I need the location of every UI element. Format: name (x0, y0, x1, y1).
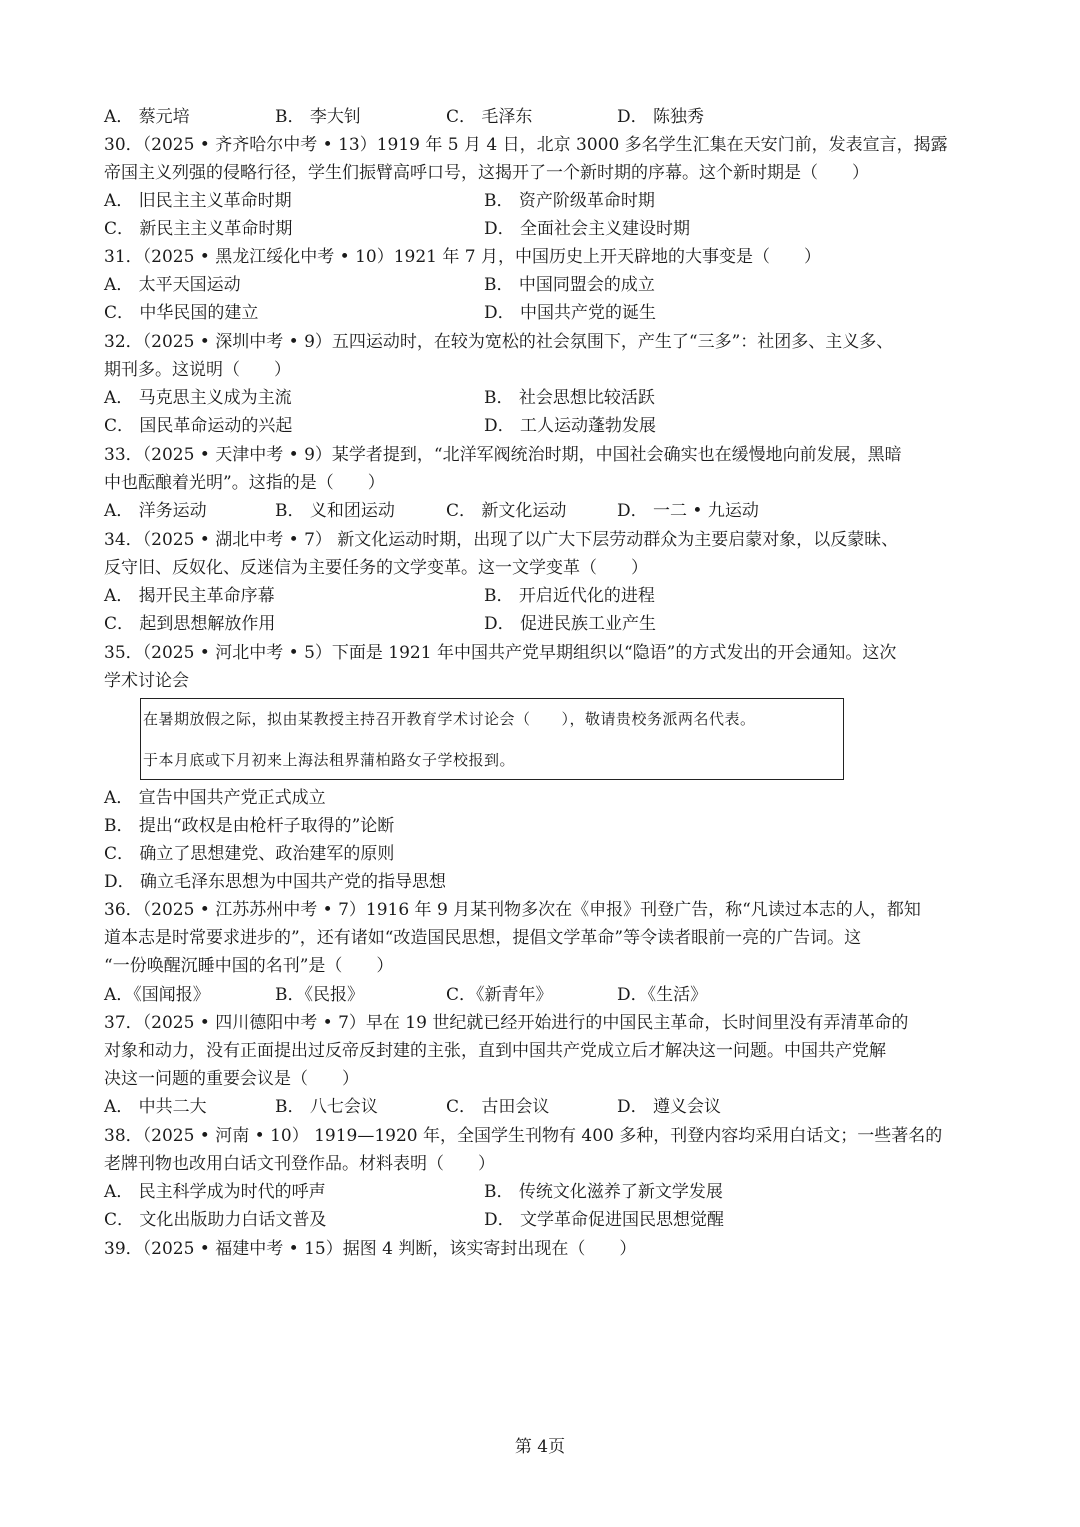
q30-option-a: A． 旧民主主义革命时期 (104, 191, 292, 211)
q31-option-b: B． 中国同盟会的成立 (484, 275, 655, 295)
q38-option-d: D． 文学革命促进国民思想觉醒 (484, 1210, 725, 1230)
notice-line-2: 于本月底或下月初来上海法租界蒲柏路女子学校报到。 (143, 751, 516, 769)
q34-options-row-1 (104, 582, 984, 610)
q37-option-d: D． 遵义会议 (617, 1097, 722, 1117)
q35-option-a: A． 宣告中国共产党正式成立 (104, 788, 326, 808)
q37-option-b: B． 八七会议 (275, 1097, 378, 1117)
q30-stem-line-2: 帝国主义列强的侵略行径，学生们振臂高呼口号，这揭开了一个新时期的序幕。这个新时期是（ ） (104, 163, 869, 183)
notice-line-1: 在暑期放假之际，拟由某教授主持召开教育学术讨论会（ ），敬请贵校务派两名代表。 (143, 710, 756, 728)
q31-option-a: A． 太平天国运动 (104, 275, 241, 295)
q32-option-c: C． 国民革命运动的兴起 (104, 416, 293, 436)
q31-option-d: D． 中国共产党的诞生 (484, 303, 657, 323)
q37-stem-line-2: 对象和动力，没有正面提出过反帝反封建的主张，直到中国共产党成立后才解决这一问题。中国共产党解 (104, 1041, 886, 1061)
q35-option-d: D． 确立毛泽东思想为中国共产党的指导思想 (104, 872, 447, 892)
q29-option-d: D． 陈独秀 (617, 107, 705, 127)
q31-options-row-2 (104, 299, 984, 327)
q35-option-b: B． 提出“政权是由枪杆子取得的”论断 (104, 816, 395, 836)
q36-stem-line-2: 道本志是时常要求进步的”，还有诸如“改造国民思想，提倡文学革命”等令读者眼前一亮的广告词。这 (104, 928, 862, 948)
q39-stem-line-1: 39．（2025 • 福建中考 • 15）据图 4 判断，该实寄封出现在（ ） (104, 1239, 637, 1259)
q36-option-c: C．《新青年》 (446, 985, 553, 1005)
q36-option-d: D．《生活》 (617, 985, 708, 1005)
q37-options (104, 1093, 984, 1121)
q31-option-c: C． 中华民国的建立 (104, 303, 259, 323)
q29-option-b: B． 李大钊 (275, 107, 361, 127)
q33-options (104, 497, 984, 525)
q32-option-b: B． 社会思想比较活跃 (484, 388, 655, 408)
q32-options-row-2 (104, 412, 984, 440)
q33-option-d: D． 一二 • 九运动 (617, 501, 759, 521)
q31-stem-line-1: 31．（2025 • 黑龙江绥化中考 • 10）1921 年 7 月，中国历史上开天辟地的大事变是（ ） (104, 247, 821, 267)
q37-option-c: C． 古田会议 (446, 1097, 550, 1117)
q35-option-c: C． 确立了思想建党、政治建军的原则 (104, 844, 395, 864)
q33-option-c: C． 新文化运动 (446, 501, 567, 521)
q29-option-c: C． 毛泽东 (446, 107, 533, 127)
q38-options-row-1 (104, 1178, 984, 1206)
q32-options-row-1 (104, 384, 984, 412)
q36-options (104, 981, 984, 1009)
q34-options-row-2 (104, 610, 984, 638)
q32-option-a: A． 马克思主义成为主流 (104, 388, 292, 408)
q34-option-a: A． 揭开民主革命序幕 (104, 586, 275, 606)
q37-stem-line-3: 决这一问题的重要会议是（ ） (104, 1069, 359, 1089)
q30-option-d: D． 全面社会主义建设时期 (484, 219, 691, 239)
q30-options-row-2 (104, 215, 984, 243)
q38-stem-line-2: 老牌刊物也改用白话文刊登作品。材料表明（ ） (104, 1154, 495, 1174)
q37-stem-line-1: 37．（2025 • 四川德阳中考 • 7）早在 19 世纪就已经开始进行的中国民主革命，长时间里没有弄清革命的 (104, 1013, 909, 1033)
q34-option-d: D． 促进民族工业产生 (484, 614, 657, 634)
q36-option-b: B．《民报》 (275, 985, 364, 1005)
q30-option-c: C． 新民主主义革命时期 (104, 219, 293, 239)
q36-option-a: A．《国闻报》 (104, 985, 210, 1005)
q34-stem-line-2: 反守旧、反奴化、反迷信为主要任务的文学变革。这一文学变革（ ） (104, 558, 648, 578)
q35-stem-line-2: 学术讨论会 (104, 671, 189, 691)
q33-stem-line-1: 33．（2025 • 天津中考 • 9）某学者提到，“北洋军阀统治时期，中国社会确实也在缓慢地向前发展，黑暗 (104, 445, 902, 465)
q30-option-b: B． 资产阶级革命时期 (484, 191, 655, 211)
q29-options (104, 103, 984, 131)
q34-option-c: C． 起到思想解放作用 (104, 614, 276, 634)
q36-stem-line-3: “一份唤醒沉睡中国的名刊”是（ ） (104, 956, 394, 976)
q34-stem-line-1: 34．（2025 • 湖北中考 • 7） 新文化运动时期，出现了以广大下层劳动群众为主要启蒙对象，以反蒙昧、 (104, 530, 899, 550)
q34-option-b: B． 开启近代化的进程 (484, 586, 655, 606)
page-number: 第 4页 (514, 1437, 566, 1457)
q29-option-a: A． 蔡元培 (104, 107, 190, 127)
q35-stem-line-1: 35．（2025 • 河北中考 • 5）下面是 1921 年中国共产党早期组织以“隐语”的方式发出的开会通知。这次 (104, 643, 897, 663)
q32-stem-line-1: 32．（2025 • 深圳中考 • 9）五四运动时，在较为宽松的社会氛围下，产生了“三多”：社团多、主义多、 (104, 332, 894, 352)
q32-option-d: D． 工人运动蓬勃发展 (484, 416, 657, 436)
q31-options-row-1 (104, 271, 984, 299)
q30-options-row-1 (104, 187, 984, 215)
q38-option-a: A． 民主科学成为时代的呼声 (104, 1182, 326, 1202)
q38-stem-line-1: 38．（2025 • 河南 • 10） 1919—1920 年，全国学生刊物有 400 多种，刊登内容均采用白话文；一些著名的 (104, 1126, 943, 1146)
q30-stem-line-1: 30．（2025 • 齐齐哈尔中考 • 13）1919 年 5 月 4 日，北京 3000 多名学生汇集在天安门前，发表宣言，揭露 (104, 135, 948, 155)
q36-stem-line-1: 36．（2025 • 江苏苏州中考 • 7）1916 年 9 月某刊物多次在《申报》刊登广告，称“凡读过本志的人，都知 (104, 900, 921, 920)
q38-option-c: C． 文化出版助力白话文普及 (104, 1210, 327, 1230)
q33-stem-line-2: 中也酝酿着光明”。这指的是（ ） (104, 473, 385, 493)
q33-option-a: A． 洋务运动 (104, 501, 207, 521)
q38-option-b: B． 传统文化滋养了新文学发展 (484, 1182, 723, 1202)
meeting-notice-box (140, 698, 844, 780)
q37-option-a: A． 中共二大 (104, 1097, 207, 1117)
q38-options-row-2 (104, 1206, 984, 1234)
q33-option-b: B． 义和团运动 (275, 501, 395, 521)
q32-stem-line-2: 期刊多。这说明（ ） (104, 360, 291, 380)
